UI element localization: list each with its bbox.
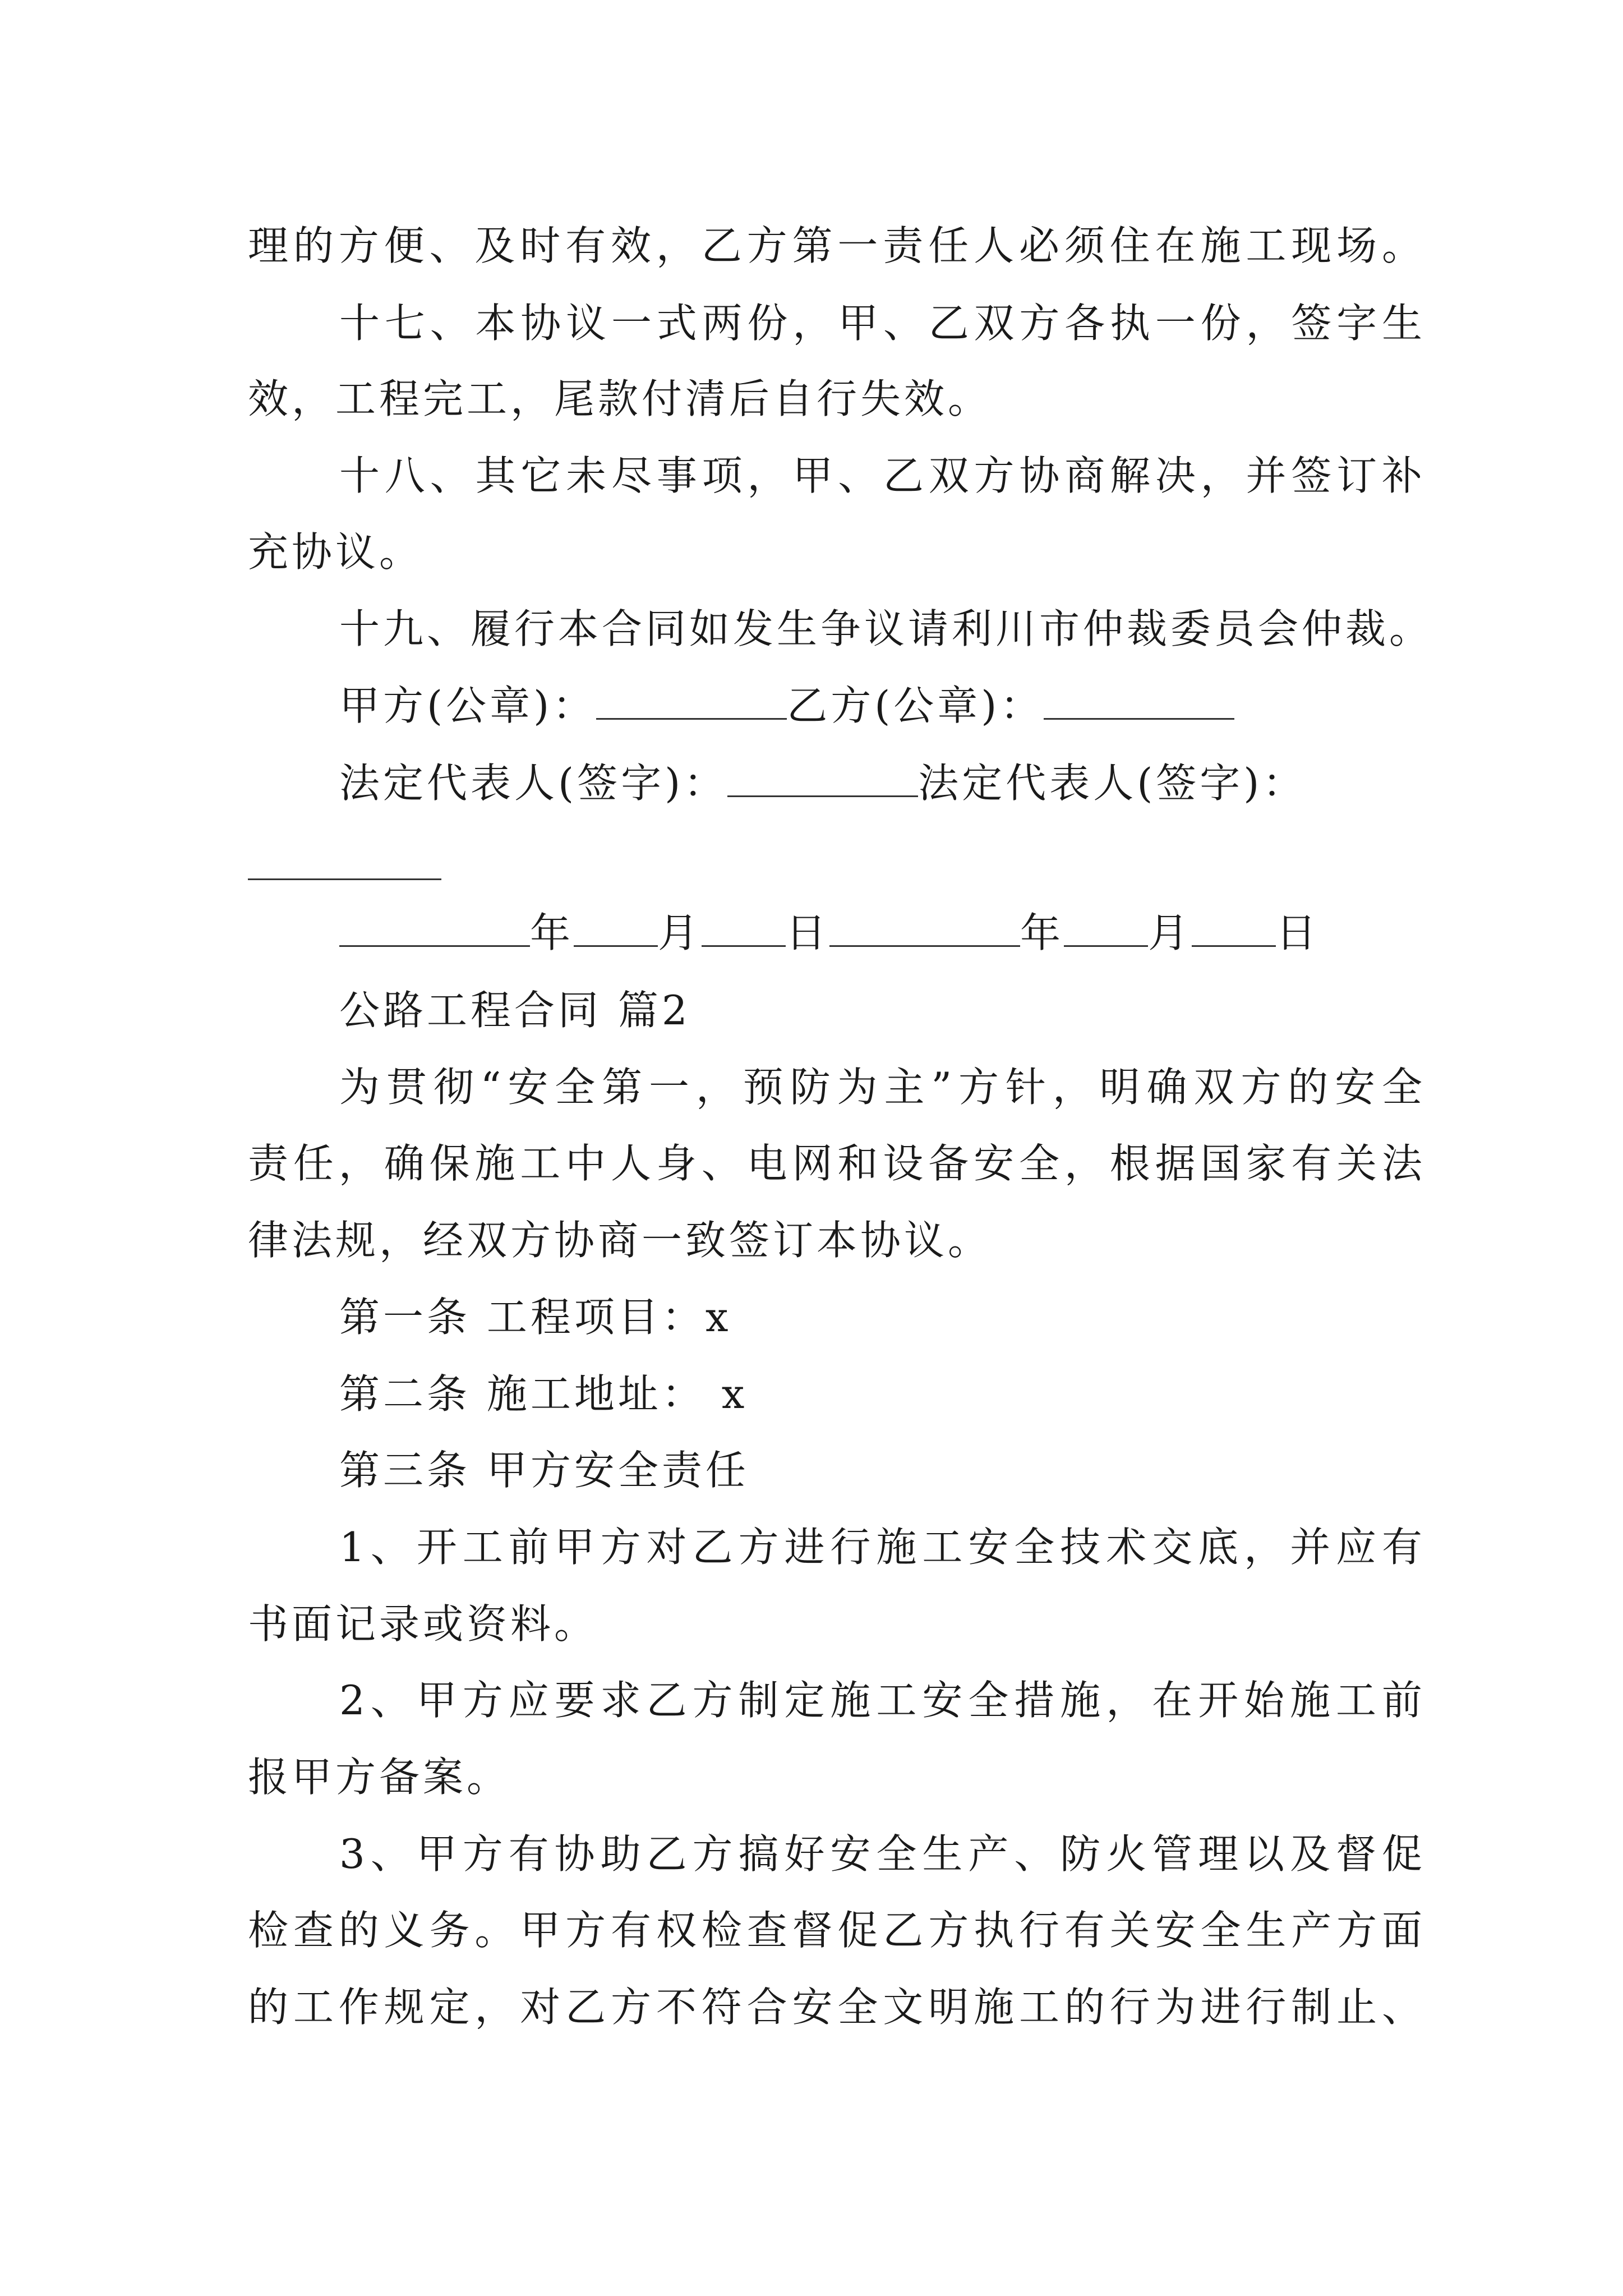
party-a-seal-blank[interactable] bbox=[596, 679, 787, 720]
seal-row bbox=[339, 679, 1426, 733]
year-a-blank[interactable] bbox=[339, 906, 530, 947]
year-a-label: 年 bbox=[530, 909, 574, 956]
legal-rep-b-blank[interactable] bbox=[248, 878, 441, 880]
day-b-label: 日 bbox=[1276, 909, 1320, 956]
section-title: 公路工程合同 篇2 bbox=[339, 987, 691, 1034]
article-3-title: 第三条 甲方安全责任 bbox=[339, 1447, 749, 1494]
item-2-line-2: 报甲方备案。 bbox=[248, 1754, 511, 1801]
item-1-line-2: 书面记录或资料。 bbox=[248, 1600, 598, 1648]
clause-17-line-1: 十七、本协议一式两份，甲、乙双方各执一份，签字生 bbox=[339, 300, 1426, 347]
clause-18-line-1: 十八、其它未尽事项，甲、乙双方协商解决，并签订补 bbox=[339, 452, 1426, 499]
preamble-line-2: 责任，确保施工中人身、电网和设备安全，根据国家有关法 bbox=[248, 1140, 1426, 1187]
party-a-seal-label: 甲方(公章)： bbox=[339, 682, 597, 729]
day-a-label: 日 bbox=[786, 909, 830, 956]
year-b-blank[interactable] bbox=[829, 906, 1020, 947]
item-3-line-1: 3、甲方有协助乙方搞好安全生产、防火管理以及督促 bbox=[339, 1830, 1426, 1878]
legal-rep-b-label: 法定代表人(签字)： bbox=[918, 760, 1307, 807]
party-b-seal-label: 乙方(公章)： bbox=[787, 682, 1044, 729]
clause-18-line-2: 充协议。 bbox=[248, 528, 423, 576]
day-a-blank[interactable] bbox=[702, 906, 786, 947]
legal-rep-a-label: 法定代表人(签字)： bbox=[339, 760, 728, 807]
month-b-label: 月 bbox=[1148, 909, 1192, 956]
month-a-blank[interactable] bbox=[574, 906, 658, 947]
article-2: 第二条 施工地址： x bbox=[339, 1370, 748, 1418]
preamble-line-1: 为贯彻“安全第一，预防为主”方针，明确双方的安全 bbox=[339, 1064, 1426, 1111]
clause-19-line: 十九、履行本合同如发生争议请利川市仲裁委员会仲裁。 bbox=[339, 605, 1433, 652]
clause-17-line-2: 效，工程完工，尾款付清后自行失效。 bbox=[248, 375, 992, 422]
item-3-line-2: 检查的义务。甲方有权检查督促乙方执行有关安全生产方面 bbox=[248, 1907, 1426, 1954]
legal-rep-row bbox=[339, 756, 1426, 810]
month-b-blank[interactable] bbox=[1064, 906, 1148, 947]
month-a-label: 月 bbox=[658, 909, 702, 956]
article-1: 第一条 工程项目：x bbox=[339, 1294, 732, 1341]
preamble-line-3: 律法规，经双方协商一致签订本协议。 bbox=[248, 1217, 992, 1264]
item-1-line-1: 1、开工前甲方对乙方进行施工安全技术交底，并应有 bbox=[339, 1524, 1426, 1571]
date-row bbox=[339, 906, 1426, 960]
year-b-label: 年 bbox=[1020, 909, 1064, 956]
text-line: 理的方便、及时有效，乙方第一责任人必须住在施工现场。 bbox=[248, 222, 1426, 269]
day-b-blank[interactable] bbox=[1192, 906, 1276, 947]
item-2-line-1: 2、甲方应要求乙方制定施工安全措施，在开始施工前 bbox=[339, 1677, 1426, 1724]
legal-rep-a-blank[interactable] bbox=[727, 756, 918, 797]
item-3-line-3: 的工作规定，对乙方不符合安全文明施工的行为进行制止、 bbox=[248, 1984, 1426, 2031]
party-b-seal-blank[interactable] bbox=[1044, 679, 1234, 720]
